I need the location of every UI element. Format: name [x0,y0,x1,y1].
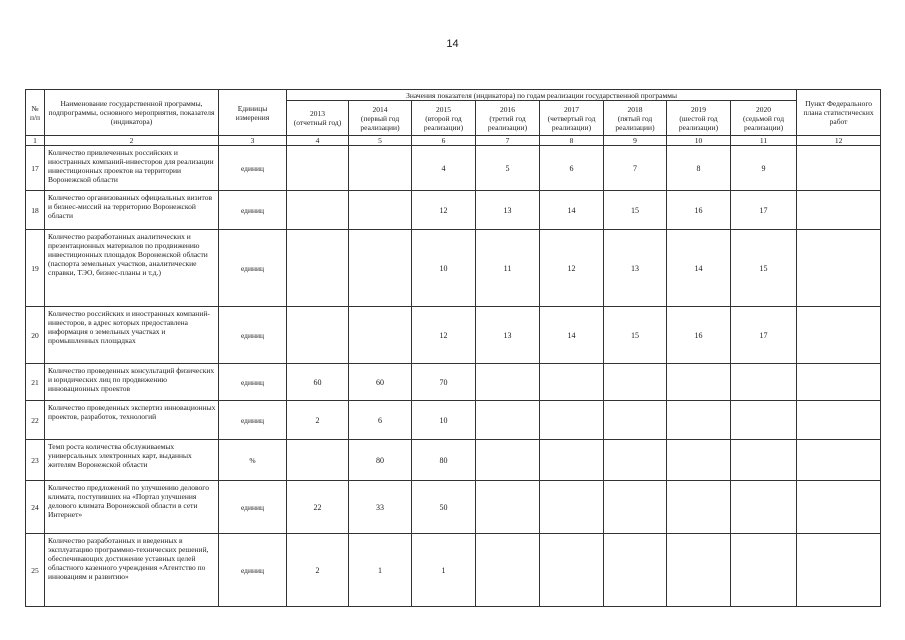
row-value-2019: 14 [667,230,731,307]
row-value-2015: 12 [412,191,476,230]
row-value-2020 [731,440,797,481]
row-value-2019 [667,481,731,534]
header-year-2020 [731,101,797,136]
row-federal-plan [797,230,881,307]
column-number: 6 [412,136,476,146]
row-value-2019 [667,440,731,481]
table-row [26,307,881,364]
row-value-2014 [349,146,412,191]
row-value-2016 [476,481,540,534]
column-number: 4 [287,136,349,146]
row-value-2018 [604,401,667,440]
header-year-value: 2020 [756,104,772,114]
header-federal: Пункт Федерального плана статистических работ [797,90,881,136]
row-number: 17 [26,146,45,191]
row-value-2017: 14 [540,307,604,364]
header-year-value: 2015 [436,104,451,114]
row-number: 23 [26,440,45,481]
row-value-2015: 12 [412,307,476,364]
row-federal-plan [797,191,881,230]
header-year-2015 [412,101,476,136]
row-unit: единиц [219,481,287,534]
header-year-2018 [604,101,667,136]
row-value-2018: 15 [604,191,667,230]
table-row [26,230,881,307]
row-value-2013: 60 [287,364,349,401]
row-value-2020: 9 [731,146,797,191]
row-unit: единиц [219,364,287,401]
row-value-2013 [287,440,349,481]
row-value-2017: 14 [540,191,604,230]
row-value-2017: 12 [540,230,604,307]
row-value-2019: 16 [667,191,731,230]
column-number: 1 [26,136,45,146]
column-number: 9 [604,136,667,146]
row-value-2016 [476,364,540,401]
row-value-2020 [731,401,797,440]
header-year-note: (шестой год реализации) [678,113,719,132]
header-year-note: (пятый год реализации) [615,113,655,132]
row-value-2015: 4 [412,146,476,191]
table-row [26,191,881,230]
row-value-2013: 22 [287,481,349,534]
row-value-2013 [287,307,349,364]
row-federal-plan [797,481,881,534]
row-value-2015: 10 [412,401,476,440]
row-value-2020 [731,481,797,534]
row-value-2020: 15 [731,230,797,307]
row-value-2016 [476,534,540,607]
row-value-2017 [540,440,604,481]
row-value-2019 [667,401,731,440]
row-federal-plan [797,364,881,401]
row-federal-plan [797,401,881,440]
row-number: 22 [26,401,45,440]
row-value-2019 [667,534,731,607]
header-name: Наименование государственной программы, подпрограммы, основного мероприятия, показателя (индикатора) [45,90,219,136]
table-row [26,440,881,481]
header-year-value: 2014 [372,104,388,114]
header-year-note: (четвертый год реализации) [547,113,596,132]
row-indicator-name: Количество организованных официальных визитов и бизнес-миссий на территорию Воронежской области [45,191,219,230]
table-row [26,364,881,401]
row-value-2014: 60 [349,364,412,401]
row-value-2016 [476,440,540,481]
row-unit: единиц [219,534,287,607]
row-value-2016: 13 [476,307,540,364]
row-unit: единиц [219,401,287,440]
row-value-2019: 16 [667,307,731,364]
table-row [26,401,881,440]
row-indicator-name: Темп роста количества обслуживаемых универсальных электронных карт, выданных жителям Воронежской области [45,440,219,481]
row-federal-plan [797,440,881,481]
row-value-2014: 6 [349,401,412,440]
header-year-note: (седьмой год реализации) [743,113,785,132]
row-value-2018: 7 [604,146,667,191]
row-value-2014: 80 [349,440,412,481]
row-value-2014: 33 [349,481,412,534]
row-value-2014 [349,191,412,230]
table-row [26,534,881,607]
row-indicator-name: Количество проведенных экспертиз инновационных проектов, разработок, технологий [45,401,219,440]
row-value-2015: 70 [412,364,476,401]
column-number: 7 [476,136,540,146]
header-year-note: (отчетный год) [293,118,342,127]
row-indicator-name: Количество разработанных аналитических и презентационных материалов по продвижению инвестиционных площадок Воронежской области (паспорта земельных участков, аналитические справки, ТЭО, бизнес-планы и т.д.) [45,230,219,307]
row-value-2016: 13 [476,191,540,230]
header-num: № п/п [26,90,45,136]
column-number: 12 [797,136,881,146]
indicators-table [25,89,881,607]
header-unit: Единицы измерения [219,90,287,136]
row-value-2020 [731,534,797,607]
header-year-2019 [667,101,731,136]
row-indicator-name: Количество разработанных и введенных в эксплуатацию программно-технических решений, обеспечивающих достижение уставных целей областного казенного учреждения «Агентство по инновациям и развитию» [45,534,219,607]
row-value-2020 [731,364,797,401]
column-number: 2 [45,136,219,146]
header-year-2013 [287,101,349,136]
row-value-2014: 1 [349,534,412,607]
row-value-2015: 80 [412,440,476,481]
row-value-2014 [349,230,412,307]
row-value-2020: 17 [731,191,797,230]
header-year-note: (первый год реализации) [360,113,400,132]
row-value-2013 [287,230,349,307]
row-value-2017 [540,401,604,440]
row-value-2019: 8 [667,146,731,191]
row-number: 20 [26,307,45,364]
column-number: 3 [219,136,287,146]
row-indicator-name: Количество предложений по улучшению делового климата, поступивших на «Портал улучшения делового климата Воронежской области в сети Интернет» [45,481,219,534]
row-value-2017 [540,364,604,401]
header-year-2017 [540,101,604,136]
row-value-2018: 15 [604,307,667,364]
page-number: 14 [446,38,459,50]
row-federal-plan [797,307,881,364]
row-value-2017: 6 [540,146,604,191]
header-year-2014 [349,101,412,136]
row-number: 21 [26,364,45,401]
header-group: Значения показателя (индикатора) по годам реализации государственной программы [287,90,797,101]
column-number-row [26,136,881,146]
table-body [26,90,881,607]
row-number: 24 [26,481,45,534]
header-year-value: 2017 [564,104,579,114]
column-number: 10 [667,136,731,146]
row-value-2015: 1 [412,534,476,607]
column-number: 8 [540,136,604,146]
row-number: 25 [26,534,45,607]
row-indicator-name: Количество российских и иностранных компаний-инвесторов, в адрес которых предоставлена информация о земельных участках и промышленных площадках [45,307,219,364]
row-value-2017 [540,534,604,607]
row-value-2018 [604,534,667,607]
row-federal-plan [797,534,881,607]
header-row-1 [26,90,881,101]
row-federal-plan [797,146,881,191]
row-value-2018 [604,364,667,401]
row-value-2016 [476,401,540,440]
column-number: 11 [731,136,797,146]
row-unit: % [219,440,287,481]
row-unit: единиц [219,307,287,364]
table-row [26,481,881,534]
header-year-2016 [476,101,540,136]
header-year-value: 2016 [500,104,515,114]
row-value-2015: 50 [412,481,476,534]
row-number: 18 [26,191,45,230]
row-value-2013: 2 [287,401,349,440]
header-year-note: (третий год реализации) [487,113,528,132]
header-year-note: (второй год реализации) [423,113,464,132]
row-indicator-name: Количество привлеченных российских и иностранных компаний-инвесторов для реализации инвестиционных проектов на территории Воронежской области [45,146,219,191]
row-value-2016: 11 [476,230,540,307]
row-unit: единиц [219,146,287,191]
row-value-2020: 17 [731,307,797,364]
row-value-2018: 13 [604,230,667,307]
row-unit: единиц [219,230,287,307]
row-indicator-name: Количество проведенных консультаций физических и юридических лиц по продвижению инновационных проектов [45,364,219,401]
row-value-2019 [667,364,731,401]
header-year-value: 2019 [691,104,706,114]
row-value-2018 [604,440,667,481]
row-value-2013: 2 [287,534,349,607]
column-number: 5 [349,136,412,146]
row-number: 19 [26,230,45,307]
row-value-2013 [287,191,349,230]
header-year-value: 2013 [310,109,325,118]
table-row [26,146,881,191]
row-value-2013 [287,146,349,191]
row-value-2014 [349,307,412,364]
row-value-2017 [540,481,604,534]
row-unit: единиц [219,191,287,230]
row-value-2016: 5 [476,146,540,191]
row-value-2015: 10 [412,230,476,307]
row-value-2018 [604,481,667,534]
header-year-value: 2018 [627,104,643,114]
